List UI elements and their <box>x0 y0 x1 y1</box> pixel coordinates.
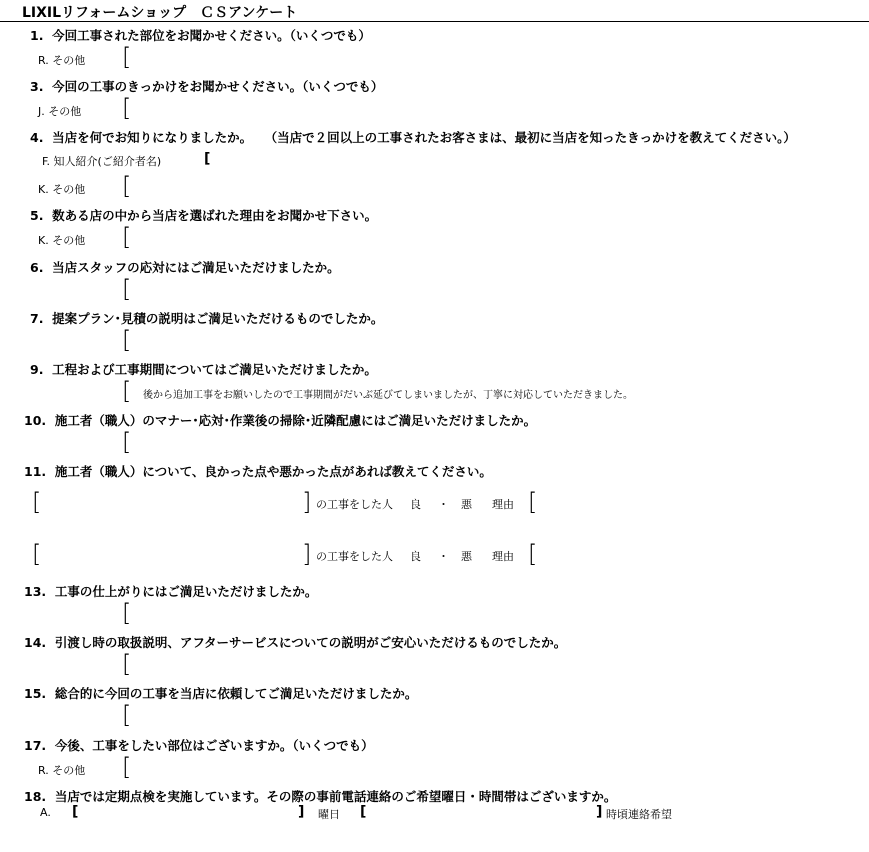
q11-row1-dot: ・ <box>438 498 449 511</box>
question-1: 1. 今回工事された部位をお聞かせください。（いくつでも） <box>30 28 371 43</box>
q11-row2-reason-bracket: [ <box>528 540 538 568</box>
q11-row1-reason-bracket: [ <box>528 488 538 516</box>
q11-row2-reason: 理由 <box>492 550 514 563</box>
q9-answer-text: 後から追加工事をお願いしたので工事期間がだいぶ延びてしまいましたが、丁寧に対応していただきました。 <box>143 390 633 401</box>
question-18: 18. 当店では定期点検を実施しています。その際の事前電話連絡のご希望曜日・時間帯はございますか。 <box>24 789 617 804</box>
q18-time-label: 時頃連絡希望 <box>606 808 672 821</box>
question-14: 14. 引渡し時の取扱説明、アフターサービスについての説明がご安心いただけるものでしたか。 <box>24 635 567 650</box>
q11-row2-worker-label: の工事をした人 <box>316 550 393 563</box>
question-3: 3. 今回の工事のきっかけをお聞かせください。（いくつでも） <box>30 79 384 94</box>
q7-answer-bracket: [ <box>122 326 132 354</box>
q15-answer-bracket: [ <box>122 701 132 729</box>
q13-answer-bracket: [ <box>122 599 132 627</box>
q9-answer-bracket: [ <box>122 377 132 405</box>
q11-row1-reason: 理由 <box>492 498 514 511</box>
question-9: 9. 工程および工事期間についてはご満足いただけましたか。 <box>30 362 377 377</box>
q5-answer-bracket: [ <box>122 223 132 251</box>
q18-weekday-close-bracket: ] <box>298 804 305 820</box>
question-13: 13. 工事の仕上がりにはご満足いただけましたか。 <box>24 584 318 599</box>
question-11: 11. 施工者（職人）について、良かった点や悪かった点があれば教えてください。 <box>24 464 492 479</box>
q11-row1-good: 良 <box>410 498 421 511</box>
q3-answer-bracket: [ <box>122 94 132 122</box>
q4-answer-bracket: [ <box>122 172 132 200</box>
q4-option-other: K. その他 <box>38 183 86 196</box>
q11-row1-worker-label: の工事をした人 <box>316 498 393 511</box>
q18-option-a: A. <box>40 806 51 819</box>
q17-option-other: R. その他 <box>38 764 86 777</box>
q17-answer-bracket: [ <box>122 753 132 781</box>
question-5: 5. 数ある店の中から当店を選ばれた理由をお聞かせ下さい。 <box>30 208 378 223</box>
q11-row2-bad: 悪 <box>461 550 472 563</box>
q18-time-open-bracket: [ <box>360 804 367 820</box>
question-6: 6. 当店スタッフの応対にはご満足いただけましたか。 <box>30 260 340 275</box>
q11-row1-open-bracket: [ <box>32 488 42 516</box>
q14-answer-bracket: [ <box>122 650 132 678</box>
question-7: 7. 提案プラン･見積の説明はご満足いただけるものでしたか。 <box>30 311 384 326</box>
q1-answer-bracket: [ <box>122 43 132 71</box>
q18-time-close-bracket: ] <box>596 804 603 820</box>
q1-option-other: R. その他 <box>38 54 86 67</box>
q18-weekday-open-bracket: [ <box>72 804 79 820</box>
q6-answer-bracket: [ <box>122 275 132 303</box>
q5-option-other: K. その他 <box>38 234 86 247</box>
q11-row2-close-bracket: ] <box>302 540 312 568</box>
q11-row2-dot: ・ <box>438 550 449 563</box>
question-17: 17. 今後、工事をしたい部位はございますか。（いくつでも） <box>24 738 374 753</box>
q18-weekday-label: 曜日 <box>318 808 340 821</box>
question-4: 4. 当店を何でお知りになりましたか。 （当店で２回以上の工事されたお客さまは、最初に当店を知ったきっかけを教えてください。） <box>30 130 796 145</box>
q4-referral-bracket: [ <box>204 151 211 167</box>
q11-row1-close-bracket: ] <box>302 488 312 516</box>
title-divider <box>0 21 869 22</box>
q10-answer-bracket: [ <box>122 428 132 456</box>
q3-option-other: J. その他 <box>38 105 82 118</box>
page-title: LIXILリフォームショップ ＣＳアンケート <box>22 5 298 21</box>
question-15: 15. 総合的に今回の工事を当店に依頼してご満足いただけましたか。 <box>24 686 418 701</box>
q11-row2-open-bracket: [ <box>32 540 42 568</box>
question-10: 10. 施工者（職人）のマナー･応対･作業後の掃除･近隣配慮にはご満足いただけましたか。 <box>24 413 537 428</box>
q11-row1-bad: 悪 <box>461 498 472 511</box>
q11-row2-good: 良 <box>410 550 421 563</box>
q4-option-referral: F. 知人紹介(ご紹介者名) <box>42 155 162 168</box>
